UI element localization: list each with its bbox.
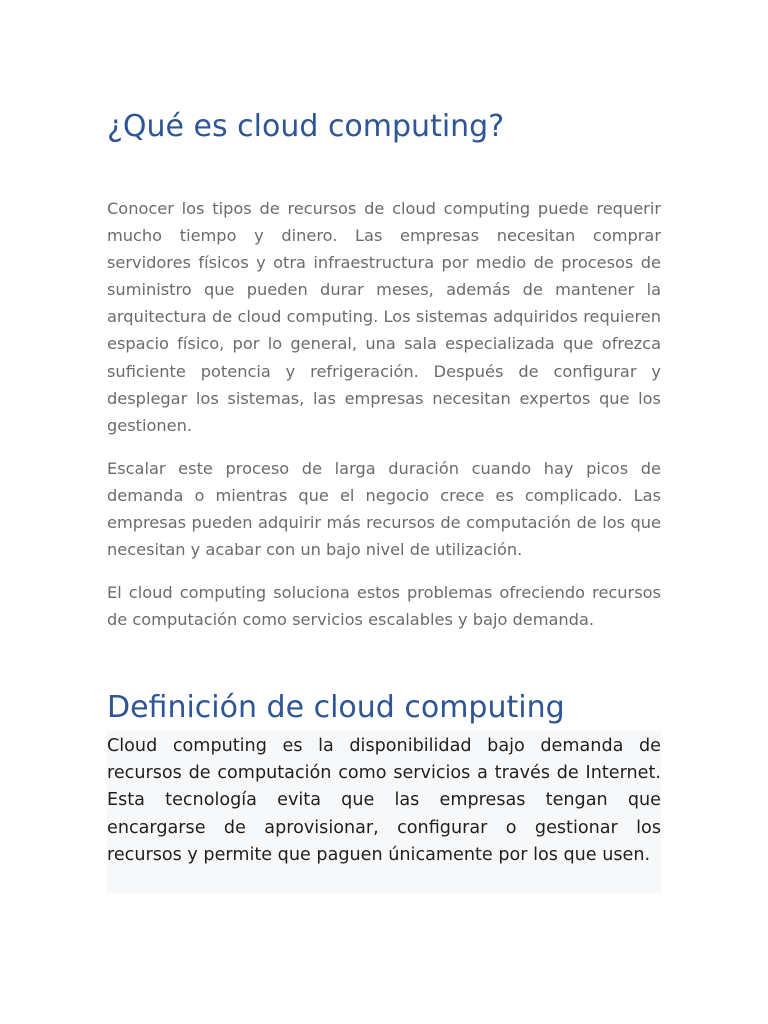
- definition-text: Cloud computing es la disponibilidad bajo demanda de recursos de computación como servicios a través de Internet. Esta tecnología evita que las empresas tengan que encargarse de aprovisionar, configurar o gestionar los recursos y permite que paguen únicamente por los que usen.: [107, 736, 661, 865]
- paragraph-resources-cost: Conocer los tipos de recursos de cloud computing puede requerir mucho tiempo y dinero. Las empresas necesitan comprar servidores físicos y otra infraestructura por medio de procesos de suministro que pueden durar meses, además de mantener la arquitectura de cloud computing. Los sistemas adquiridos requieren espacio físico, por lo general, una sala especializada que ofrezca suficiente potencia y refrigeración. Después de configurar y desplegar los sistemas, las empresas necesitan expertos que los gestionen.: [107, 199, 661, 435]
- paragraph-solution: El cloud computing soluciona estos problemas ofreciendo recursos de computación como servicios escalables y bajo demanda.: [107, 583, 661, 630]
- definition-box: [107, 731, 661, 893]
- section-heading-definition: Definición de cloud computing: [107, 690, 565, 725]
- paragraph-scaling: Escalar este proceso de larga duración cuando hay picos de demanda o mientras que el negocio crece es complicado. Las empresas pueden adquirir más recursos de computación de los que necesitan y acabar con un bajo nivel de utilización.: [107, 459, 661, 560]
- page-title: ¿Qué es cloud computing?: [107, 109, 505, 144]
